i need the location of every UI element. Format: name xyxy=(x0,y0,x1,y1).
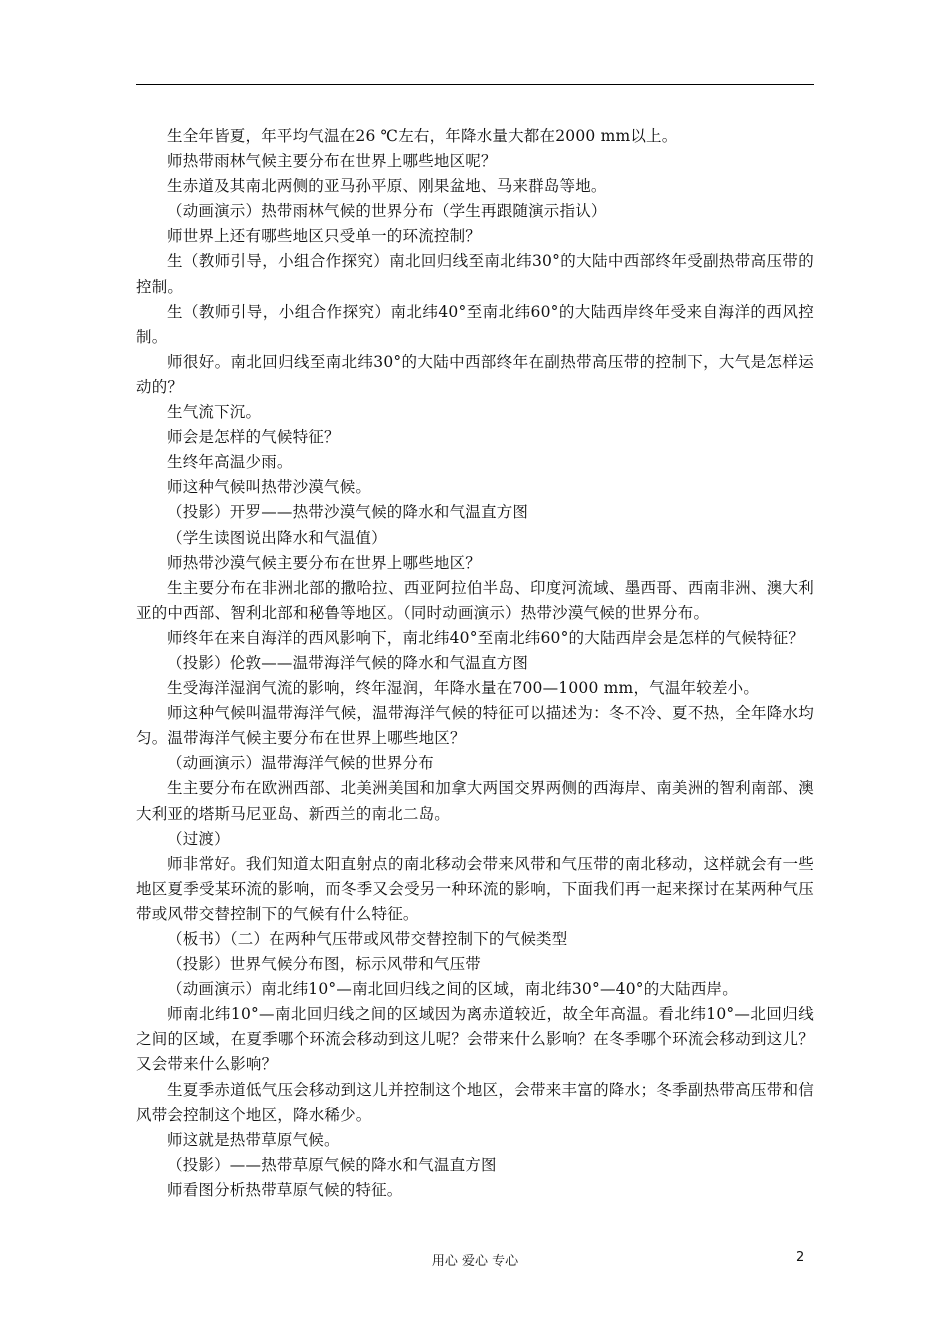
paragraph: 生（教师引导，小组合作探究）南北回归线至南北纬30°的大陆中西部终年受副热带高压带的控制。 xyxy=(136,252,814,296)
header-rule xyxy=(136,84,814,85)
paragraph: （投影）世界气候分布图，标示风带和气压带 xyxy=(167,955,482,974)
document-body xyxy=(136,124,814,1203)
paragraph: （投影）开罗——热带沙漠气候的降水和气温直方图 xyxy=(167,503,529,522)
paragraph: （板书）（二）在两种气压带或风带交替控制下的气候类型 xyxy=(167,930,568,948)
page-number: 2 xyxy=(796,1250,805,1265)
paragraph: 师南北纬10°—南北回归线之间的区域因为离赤道较近，故全年高温。看北纬10°—北回归线之间的区域，在夏季哪个环流会移动到这儿呢？会带来什么影响？在冬季哪个环流会移动到这儿？又会带来什么影响？ xyxy=(136,1005,814,1074)
paragraph: 师会是怎样的气候特征？ xyxy=(167,428,340,447)
paragraph: 生终年高温少雨。 xyxy=(167,453,293,472)
paragraph: 生（教师引导，小组合作探究）南北纬40°至南北纬60°的大陆西岸终年受来自海洋的西风控制。 xyxy=(136,302,814,346)
paragraph: 生全年皆夏，年平均气温在26 ℃左右，年降水量大都在2000 mm以上。 xyxy=(167,127,678,145)
paragraph: （动画演示）温带海洋气候的世界分布 xyxy=(167,754,434,773)
paragraph: 师很好。南北回归线至南北纬30°的大陆中西部终年在副热带高压带的控制下，大气是怎样运动的？ xyxy=(136,352,814,396)
paragraph: 师这种气候叫温带海洋气候，温带海洋气候的特征可以描述为：冬不冷、夏不热，全年降水均匀。温带海洋气候主要分布在世界上哪些地区？ xyxy=(136,704,814,748)
paragraph: 师世界上还有哪些地区只受单一的环流控制？ xyxy=(167,227,482,246)
paragraph: 师看图分析热带草原气候的特征。 xyxy=(167,1180,403,1199)
paragraph: 生赤道及其南北两侧的亚马孙平原、刚果盆地、马来群岛等地。 xyxy=(167,177,607,196)
paragraph: 师这种气候叫热带沙漠气候。 xyxy=(167,478,372,497)
paragraph: 师这就是热带草原气候。 xyxy=(167,1130,340,1149)
paragraph: （过渡） xyxy=(167,829,230,848)
paragraph: 生主要分布在欧洲西部、北美洲美国和加拿大两国交界两侧的西海岸、南美洲的智利南部、澳大利亚的塔斯马尼亚岛、新西兰的南北二岛。 xyxy=(136,779,814,823)
paragraph: （学生读图说出降水和气温值） xyxy=(167,528,387,547)
paragraph: 生夏季赤道低气压会移动到这儿并控制这个地区，会带来丰富的降水；冬季副热带高压带和信风带会控制这个地区，降水稀少。 xyxy=(136,1080,814,1124)
footer-motto: 用心 爱心 专心 xyxy=(431,1254,519,1269)
paragraph: 师终年在来自海洋的西风影响下，南北纬40°至南北纬60°的大陆西岸会是怎样的气候特征？ xyxy=(167,628,805,647)
paragraph: 师热带沙漠气候主要分布在世界上哪些地区？ xyxy=(167,553,482,572)
paragraph: （动画演示）南北纬10°—南北回归线之间的区域，南北纬30°—40°的大陆西岸。 xyxy=(167,980,738,999)
paragraph: （动画演示）热带雨林气候的世界分布（学生再跟随演示指认） xyxy=(167,202,607,221)
paragraph: 师非常好。我们知道太阳直射点的南北移动会带来风带和气压带的南北移动，这样就会有一些地区夏季受某环流的影响，而冬季又会受另一种环流的影响，下面我们再一起来探讨在某两种气压带或风带交替控制下的气候有什么特征。 xyxy=(136,854,814,923)
paragraph: （投影）伦敦——温带海洋气候的降水和气温直方图 xyxy=(167,653,529,672)
paragraph: 生主要分布在非洲北部的撒哈拉、西亚阿拉伯半岛、印度河流域、墨西哥、西南非洲、澳大利亚的中西部、智利北部和秘鲁等地区。（同时动画演示）热带沙漠气候的世界分布。 xyxy=(136,578,814,622)
paragraph: 生气流下沉。 xyxy=(167,403,262,422)
paragraph: 师热带雨林气候主要分布在世界上哪些地区呢？ xyxy=(167,152,497,171)
paragraph: 生受海洋湿润气流的影响，终年湿润，年降水量在700—1000 mm，气温年较差小。 xyxy=(167,679,760,698)
paragraph: （投影）——热带草原气候的降水和气温直方图 xyxy=(167,1155,497,1174)
